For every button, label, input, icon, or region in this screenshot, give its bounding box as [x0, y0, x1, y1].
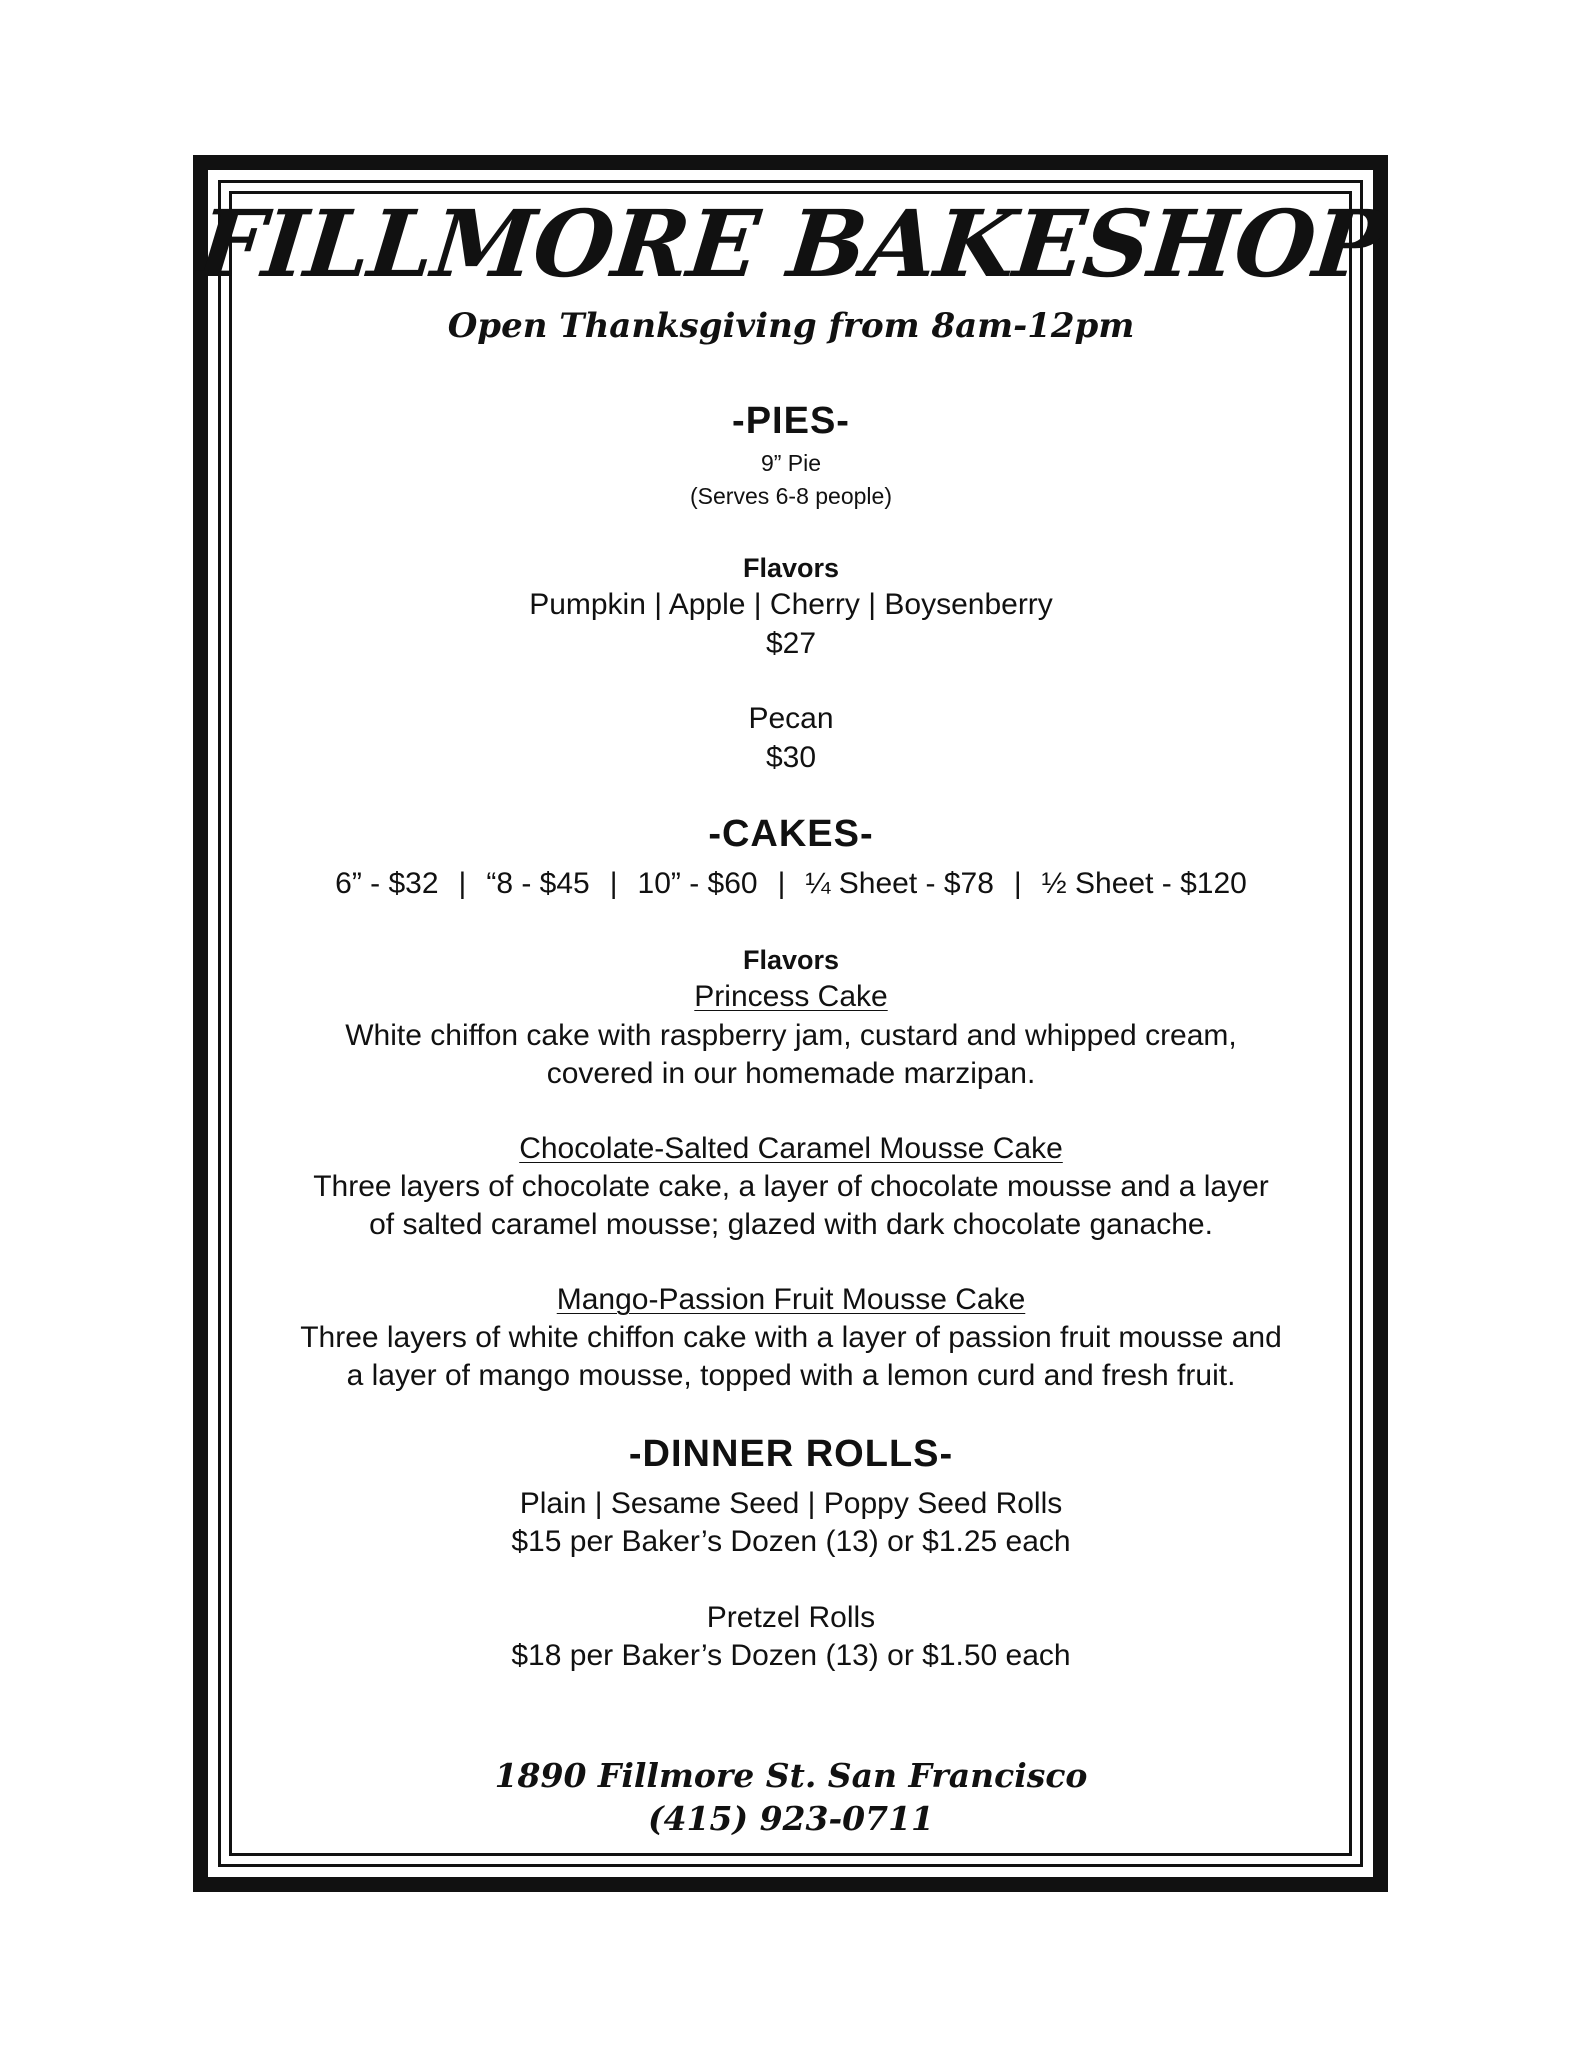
- pies-heading: -PIES-: [732, 400, 850, 442]
- cake-size-10: 10” - $60: [637, 867, 758, 900]
- cake-size-prices: [0, 867, 1582, 901]
- cake-description: covered in our homemade marzipan.: [546, 1057, 1036, 1090]
- cake-description: of salted caramel mousse; glazed with dark chocolate ganache.: [369, 1208, 1213, 1241]
- cake-name: Princess Cake: [694, 980, 888, 1013]
- pie-pecan-price: $30: [765, 741, 817, 774]
- cake-name: Mango-Passion Fruit Mousse Cake: [556, 1283, 1026, 1316]
- rolls-price: $15 per Baker’s Dozen (13) or $1.25 each: [511, 1525, 1071, 1558]
- pie-size: 9” Pie: [760, 450, 822, 476]
- pie-serves: (Serves 6-8 people): [690, 483, 892, 509]
- pie-flavors-price: $27: [765, 627, 817, 660]
- cake-flavors-label: Flavors: [742, 945, 840, 975]
- cake-size-half-sheet: ½ Sheet - $120: [1041, 867, 1247, 900]
- pretzel-rolls-price: $18 per Baker’s Dozen (13) or $1.50 each: [511, 1639, 1071, 1672]
- separator: |: [777, 867, 786, 900]
- pretzel-rolls: Pretzel Rolls: [706, 1601, 876, 1634]
- cake-name: Chocolate-Salted Caramel Mousse Cake: [519, 1132, 1063, 1165]
- shop-hours: Open Thanksgiving from 8am-12pm: [447, 306, 1135, 346]
- separator: |: [1013, 867, 1022, 900]
- cake-size-6: 6” - $32: [335, 867, 439, 900]
- cake-size-8: “8 - $45: [486, 867, 590, 900]
- rolls-heading: -DINNER ROLLS-: [628, 1433, 954, 1475]
- cake-description: a layer of mango mousse, topped with a lemon curd and fresh fruit.: [346, 1359, 1236, 1392]
- shop-phone: (415) 923-0711: [647, 1799, 935, 1838]
- cake-description: Three layers of white chiffon cake with a layer of passion fruit mousse and: [300, 1321, 1282, 1354]
- cake-size-quarter-sheet: ¼ Sheet - $78: [805, 867, 994, 900]
- pie-flavors-label: Flavors: [742, 553, 840, 583]
- separator: |: [458, 867, 467, 900]
- separator: |: [609, 867, 618, 900]
- cake-description: Three layers of chocolate cake, a layer of chocolate mousse and a layer: [313, 1170, 1269, 1203]
- cakes-heading: -CAKES-: [708, 813, 874, 855]
- shop-address: 1890 Fillmore St. San Francisco: [494, 1756, 1088, 1795]
- shop-name: FILLMORE BAKESHOP: [193, 190, 1389, 298]
- pie-flavors: Pumpkin | Apple | Cherry | Boysenberry: [529, 588, 1053, 621]
- rolls-types: Plain | Sesame Seed | Poppy Seed Rolls: [519, 1487, 1063, 1520]
- pie-pecan: Pecan: [748, 702, 834, 735]
- cake-description: White chiffon cake with raspberry jam, custard and whipped cream,: [345, 1019, 1237, 1052]
